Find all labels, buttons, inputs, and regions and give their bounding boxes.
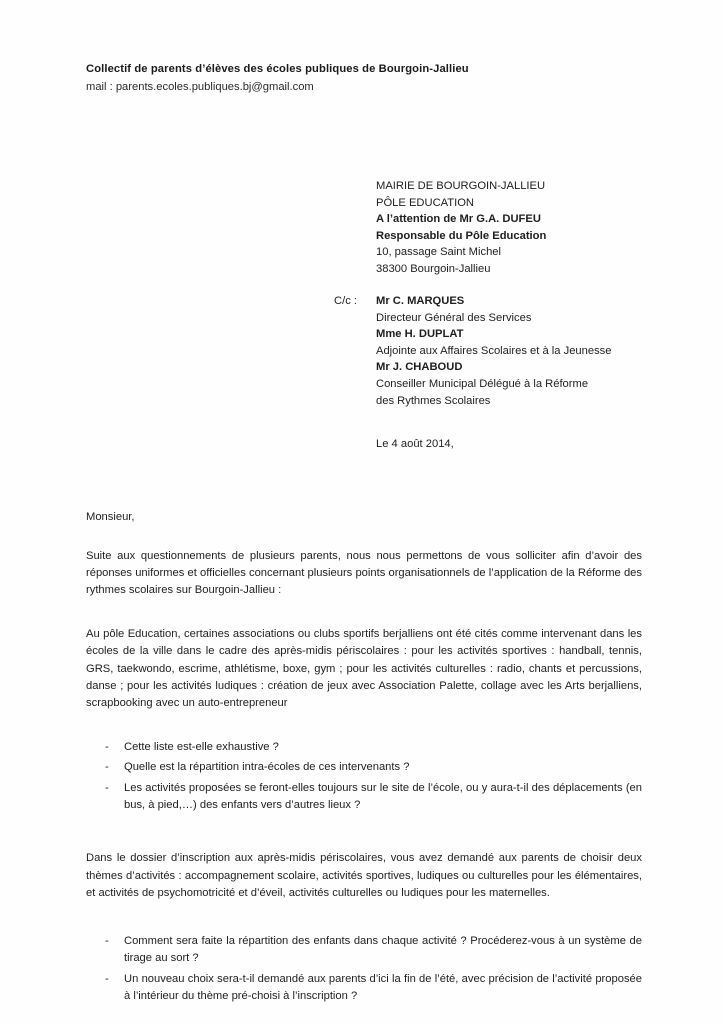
cc-name-2: Mr J. CHABOUD — [376, 361, 463, 374]
recipient-line-mairie: MAIRIE DE BOURGOIN-JALLIEU — [376, 180, 546, 192]
cc-title-2-continued: des Rythmes Scolaires — [376, 394, 491, 407]
list-item — [86, 933, 642, 968]
carbon-copy-recipients — [376, 293, 664, 409]
question-list-2 — [86, 933, 642, 1006]
letterhead-email: mail : parents.ecoles.publiques.bj@gmail.com — [86, 81, 314, 94]
question-text: Quelle est la répartition intra-écoles de ces intervenants ? — [124, 761, 410, 774]
bullet-dash-icon: - — [105, 781, 109, 794]
recipient-line-pole: PÔLE EDUCATION — [376, 196, 475, 209]
question-text: Comment sera faite la répartition des enfants dans chaque activité ? Procéderez-vous à un système de tirage au sort ? — [124, 934, 642, 965]
list-item — [86, 739, 642, 756]
recipient-line-responsable: Responsable du Pôle Education — [376, 229, 547, 242]
cc-title-0: Directeur Général des Services — [376, 311, 532, 324]
recipient-address-block — [376, 178, 676, 278]
bullet-dash-icon: - — [105, 740, 109, 753]
recipient-line-city: 38300 Bourgoin-Jallieu — [376, 262, 491, 275]
bullet-dash-icon: - — [105, 972, 109, 985]
question-text: Les activités proposées se feront-elles toujours sur le site de l’école, ou y aura-t-il des déplacements (en bus, à pied,…) des enfants vers d’autres lieux ? — [124, 781, 642, 812]
body-paragraph-3: Dans le dossier d’inscription aux après-midis périscolaires, vous avez demandé aux parents de choisir deux thèmes d’activités : accompagnement scolaire, activités sportives, ludiques ou culturelles pour les élémentaires, et activités de psychomotricité et d’éveil, activités culturelles ou ludiques pour les maternelles. — [86, 852, 642, 900]
cc-title-1: Adjointe aux Affaires Scolaires et à la Jeunesse — [376, 344, 612, 357]
carbon-copy-block — [334, 293, 664, 409]
question-text: Un nouveau choix sera-t-il demandé aux parents d’ici la fin de l’été, avec précision de l’activité proposée à l’intérieur du thème pré-choisi à l’inscription ? — [124, 972, 642, 1002]
carbon-copy-label: C/c : — [334, 295, 357, 307]
question-list-1 — [86, 739, 642, 815]
bullet-dash-icon: - — [105, 934, 109, 947]
letter-date: Le 4 août 2014, — [376, 438, 454, 450]
letter-body — [86, 509, 642, 1021]
cc-name-0: Mr C. MARQUES — [376, 295, 465, 307]
cc-name-1: Mme H. DUPLAT — [376, 328, 464, 341]
letterhead-organization: Collectif de parents d’élèves des écoles publiques de Bourgoin-Jallieu — [86, 63, 469, 75]
recipient-line-street: 10, passage Saint Michel — [376, 246, 502, 259]
list-item — [86, 759, 642, 776]
list-item — [86, 971, 642, 1006]
question-text: Cette liste est-elle exhaustive ? — [124, 740, 279, 753]
recipient-line-attention: A l’attention de Mr G.A. DUFEU — [376, 213, 541, 226]
list-item — [86, 780, 642, 815]
body-paragraph-2: Au pôle Education, certaines associations ou clubs sportifs berjalliens ont été cités comme intervenant dans les écoles de la ville dans le cadre des après-midis périscolaires : pour les activités sportives : handball, tennis, GRS, taekwondo, escrime, athlétisme, boxe, gym ; pour les activités culturelles : radio, chants et percussions, danse ; pour les activités ludiques : création de jeux avec Association Palette, collage avec les Arts berjalliens, scrapbooking avec un auto-entrepreneur — [86, 627, 642, 710]
paragraph-spacer — [86, 830, 642, 850]
bullet-dash-icon: - — [105, 761, 109, 774]
salutation: Monsieur, — [86, 511, 135, 523]
cc-title-2: Conseiller Municipal Délégué à la Réforme — [376, 377, 589, 390]
letterhead — [86, 62, 646, 97]
body-paragraph-1: Suite aux questionnements de plusieurs parents, nous nous permettons de vous solliciter afin d’avoir des réponses uniformes et officielles concernant plusieurs points organisationnels de l’application de la Réforme des rythmes scolaires sur Bourgoin-Jallieu : — [86, 549, 642, 597]
